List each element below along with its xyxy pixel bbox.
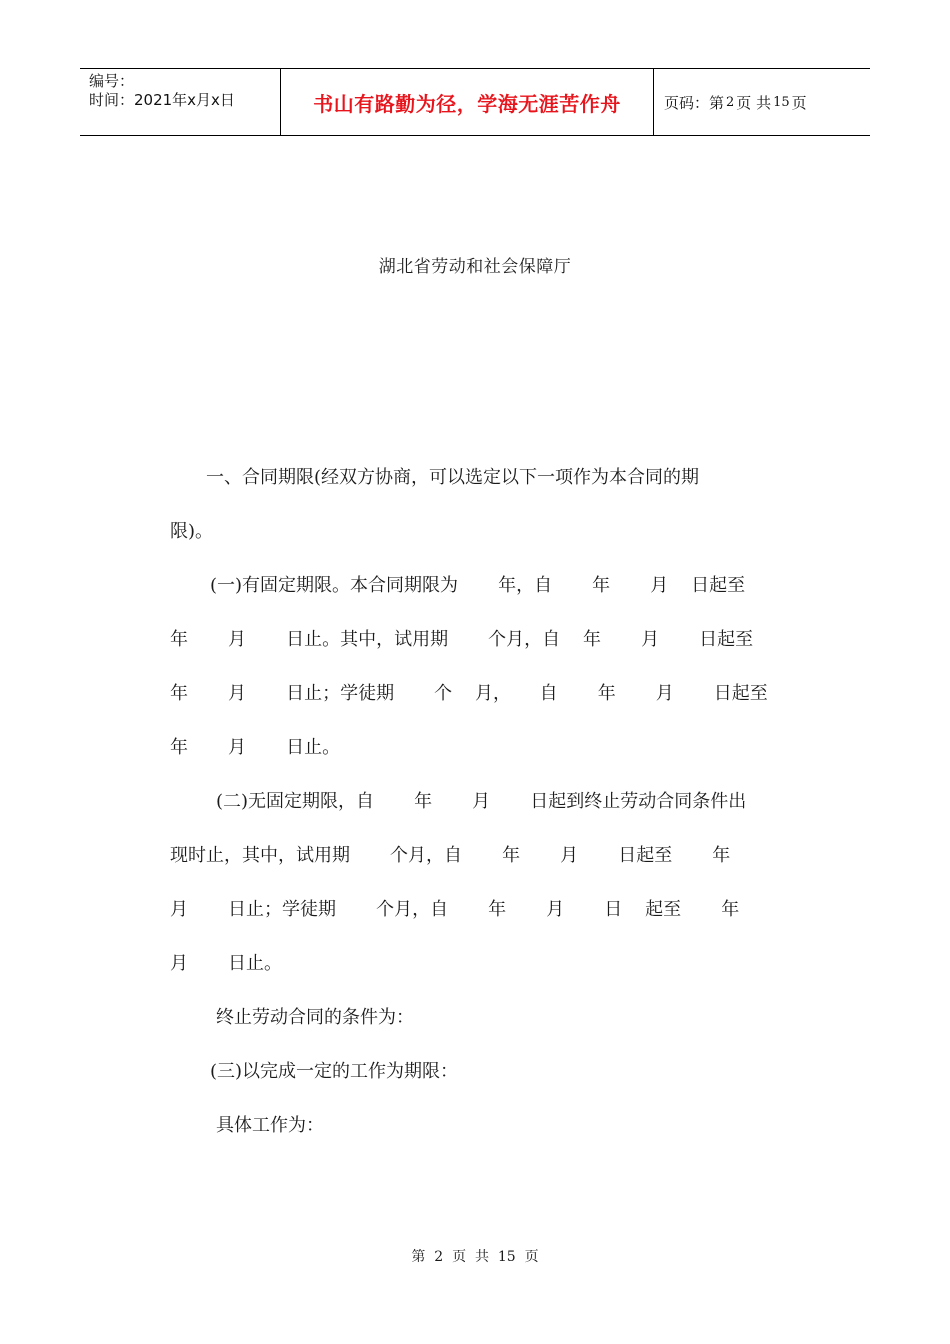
body-line: (二)无固定期限，自 年 月 日起到终止劳动合同条件出 — [216, 791, 747, 812]
body-line: 终止劳动合同的条件为： — [216, 1007, 414, 1028]
header-motto-cell — [281, 69, 654, 135]
page-suffix: 页 — [791, 93, 807, 112]
motto-text: 书山有路勤为径，学海无涯苦作舟 — [313, 91, 621, 116]
body-line: 具体工作为： — [216, 1115, 324, 1136]
body-line: (一)有固定期限。本合同期限为 年，自 年 月 日起至 — [210, 575, 746, 596]
body-line: 现时止，其中，试用期 个月，自 年 月 日起至 年 — [170, 845, 731, 866]
body-line: 月 日止。 — [170, 953, 283, 974]
page-footer: 第 2 页 共 15 页 — [411, 1249, 539, 1265]
document-time-label: 时间：2021年x月x日 — [89, 91, 235, 109]
header-info-cell — [80, 69, 281, 135]
header-table — [80, 68, 870, 136]
body-line: 一、合同期限(经双方协商，可以选定以下一项作为本合同的期 — [206, 467, 700, 488]
body-line: 年 月 日止；学徒期 个 月， 自 年 月 日起至 — [170, 683, 768, 704]
organization-title: 湖北省劳动和社会保障厅 — [378, 257, 572, 277]
page-total: 15 — [773, 94, 790, 110]
body-line: 月 日止；学徒期 个月，自 年 月 日 起至 年 — [170, 899, 740, 920]
page-current: 2 — [726, 94, 735, 110]
document-number-label: 编号： — [89, 72, 135, 90]
body-line: 限)。 — [170, 521, 214, 542]
body-line: 年 月 日止。其中，试用期 个月，自 年 月 日起至 — [170, 629, 754, 650]
page-prefix: 页码：第 — [664, 93, 725, 112]
body-line: (三)以完成一定的工作为期限： — [210, 1061, 459, 1082]
page-middle: 页 共 — [736, 93, 772, 112]
header-page-cell — [654, 69, 870, 135]
body-line: 年 月 日止。 — [170, 737, 341, 758]
